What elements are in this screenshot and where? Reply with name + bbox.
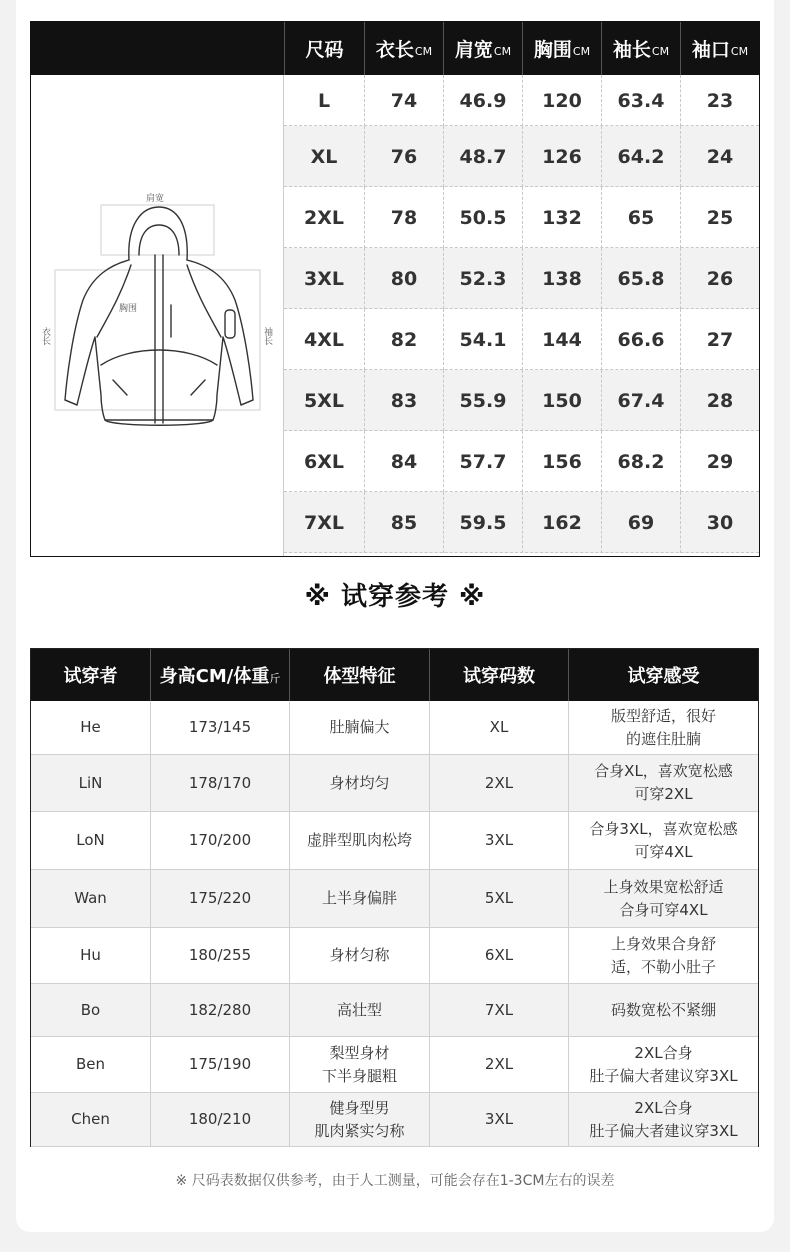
fit-feedback-text [589,1097,737,1143]
text-line: 2XL合身 [634,1043,693,1062]
size-header-unit: CM [572,45,591,58]
size-cell: 4XL [304,328,344,351]
body-type-text [314,1097,404,1143]
size-cell: 63.4 [601,75,680,126]
left-raglan-seam [97,265,131,337]
size-header-label: 尺码 [305,39,344,61]
body-type [289,984,429,1036]
sleeve-label: 袖长 [262,327,272,345]
fit-feedback [568,1037,758,1092]
size-row [284,248,759,309]
text-line: 身材均匀 [329,773,390,792]
size-header-unit: CM [493,45,512,58]
tried-size [429,812,568,869]
text-line: 2XL [484,1055,514,1073]
size-cell: 27 [680,309,759,370]
height-weight [150,1093,289,1146]
text-line: Ben [75,1055,106,1073]
trial-row [31,928,758,984]
trial-row [31,984,758,1037]
size-cell: 55.9 [443,370,522,431]
size-row [284,431,759,492]
text-line: 上半身偏胖 [321,889,397,907]
body-type-text [329,716,389,739]
text-line: LoN [76,831,105,849]
tester-name [31,755,150,811]
text-line: 肌肉紧实匀称 [314,1121,405,1140]
tried-size-text [485,829,513,852]
tried-size [429,1037,568,1092]
fit-feedback [568,755,758,811]
fit-feedback-text [594,760,733,806]
body-type-text [329,772,389,795]
trial-header-label: 试穿感受 [627,666,700,687]
size-cell: 120 [522,75,601,126]
size-cell: 3XL [304,267,344,290]
size-cell: 2XL [304,206,344,229]
text-line: 肚子偏大者建议穿3XL [589,1121,738,1140]
tried-size-text [485,887,513,910]
size-cell: 48.7 [443,126,522,187]
size-header-cell [680,22,759,75]
text-line: LiN [78,773,103,792]
row-divider [284,552,759,553]
tried-size-text [485,772,513,795]
size-cell: 144 [522,309,601,370]
height-weight [150,984,289,1036]
size-cell: 82 [364,309,443,370]
fit-feedback [568,1093,758,1146]
body-type [289,812,429,869]
fit-feedback [568,928,758,983]
tester-name [31,928,150,983]
height-weight-text [189,716,251,739]
text-line: 7XL [484,1000,514,1019]
fit-feedback [568,701,758,754]
height-weight-text [189,1108,251,1131]
size-cell: 64.2 [601,126,680,187]
tester-name-text [80,944,101,967]
size-cell: 80 [364,248,443,309]
size-row [284,126,759,187]
height-weight [150,870,289,927]
size-row [284,492,759,553]
jacket-diagram [31,75,284,556]
size-cell: 132 [522,187,601,248]
trial-row [31,1037,758,1093]
size-cell: 46.9 [443,75,522,126]
text-line: 3XL [484,831,514,849]
height-weight-text [189,887,251,910]
tried-size [429,870,568,927]
size-header-cell [522,22,601,75]
height-weight-text [189,999,251,1022]
shoulder-measure-guide [101,205,214,255]
size-header-label: 胸围 [533,39,572,61]
size-cell: 5XL [304,389,344,412]
size-header-label: 肩宽 [454,39,493,61]
size-cell: 68.2 [601,431,680,492]
tried-size-text [485,944,513,967]
trial-header-cell [429,649,568,701]
tester-name [31,812,150,869]
text-line: 虚胖型肌肉松垮 [306,831,412,849]
size-header-cell [284,22,364,75]
fit-feedback [568,984,758,1036]
text-line: 173/145 [188,718,252,736]
size-cell: 66.6 [601,309,680,370]
text-line: 上身效果宽松舒适 [603,877,724,896]
size-header-label: 袖口 [691,39,730,61]
tried-size [429,701,568,754]
height-weight-text [189,772,251,795]
text-line: 180/210 [188,1110,252,1128]
size-cell: 29 [680,431,759,492]
size-header-cell [443,22,522,75]
text-line: 可穿2XL [634,785,693,803]
body-type [289,870,429,927]
body-type [289,701,429,754]
size-header-cell [364,22,443,75]
trial-row [31,701,758,755]
size-cell: 74 [364,75,443,126]
text-line: 合身XL，喜欢宽松感 [594,762,733,780]
height-weight [150,812,289,869]
jacket-body-outline [65,260,253,420]
size-header-label: 袖长 [612,39,651,61]
left-cuff [65,400,77,405]
text-line: Wan [74,889,107,907]
size-header-label: 衣长 [375,39,414,61]
body-type [289,1037,429,1092]
height-weight [150,928,289,983]
sleeve-pocket [225,310,235,338]
disclaimer-note: ※ 尺码表数据仅供参考，由于人工测量，可能会存在1-3CM左右的误差 [175,1173,615,1189]
text-line: 合身可穿4XL [619,900,708,919]
chest-panel-seam [101,350,217,365]
size-cell: 76 [364,126,443,187]
text-line: 上身效果合身舒 [610,934,716,953]
tester-name-text [76,829,105,852]
size-header-unit: CM [414,45,433,58]
size-cell: 69 [601,492,680,553]
tester-name [31,984,150,1036]
text-line: 健身型男 [329,1098,390,1117]
trial-header-cell [289,649,429,701]
text-line: 180/255 [188,946,252,964]
body-type-text [307,829,412,852]
trial-table-header [31,649,758,701]
size-cell: 162 [522,492,601,553]
trial-header-unit: 斤 [269,671,281,685]
size-cell: 84 [364,431,443,492]
tester-name [31,1037,150,1092]
size-header-cell [601,22,680,75]
trial-header-cell [568,649,758,701]
body-type [289,1093,429,1146]
size-cell: 52.3 [443,248,522,309]
size-header-unit: CM [651,45,670,58]
text-line: XL [489,718,509,736]
trial-row [31,812,758,870]
fit-feedback-text [603,876,723,922]
size-cell: 126 [522,126,601,187]
size-cell: 28 [680,370,759,431]
section-title: ※ 试穿参考 ※ [304,582,486,612]
trial-table [30,648,759,1147]
fit-feedback [568,812,758,869]
body-type [289,928,429,983]
body-type-text [337,999,382,1022]
height-weight [150,701,289,754]
text-line: 170/200 [188,831,252,849]
text-line: 3XL [484,1110,514,1128]
size-cell: XL [310,145,338,168]
size-cell: 59.5 [443,492,522,553]
tester-name [31,701,150,754]
trial-row [31,1093,758,1147]
size-row [284,75,759,126]
size-header-unit: CM [730,45,749,58]
size-cell: 57.7 [443,431,522,492]
trial-header-cell [31,649,150,701]
size-cell: 85 [364,492,443,553]
body-type-text [329,944,389,967]
text-line: 175/220 [188,889,252,907]
text-line: 码数宽松不紧绷 [610,1000,716,1019]
tester-name-text [71,1108,110,1131]
tried-size-text [490,716,509,739]
tester-name-text [74,887,107,910]
text-line: 合身3XL，喜欢宽松感 [589,819,738,838]
body-type-text [322,887,397,910]
trial-header-label: 身高CM/体重 [159,666,270,687]
hem-outline [105,420,213,425]
chest-measure-guide [55,270,260,410]
size-row [284,370,759,431]
tester-name-text [79,772,103,795]
size-chart-header [31,22,759,75]
size-cell: 54.1 [443,309,522,370]
text-line: 肚子偏大者建议穿3XL [589,1066,738,1085]
size-cell: 23 [680,75,759,126]
text-line: 适，不勒小肚子 [610,957,716,976]
size-cell: 78 [364,187,443,248]
size-cell: 24 [680,126,759,187]
size-cell: 67.4 [601,370,680,431]
text-line: 肚腩偏大 [329,718,390,736]
tried-size [429,984,568,1036]
size-row [284,309,759,370]
size-cell: 150 [522,370,601,431]
fit-feedback-text [611,999,716,1022]
text-line: 2XL合身 [634,1098,693,1117]
text-line: 5XL [484,889,514,907]
header-blank-cell [31,22,284,75]
size-chart-table [30,21,760,557]
text-line: 6XL [484,946,514,964]
trial-row [31,755,758,812]
hood-inner [139,225,179,255]
text-line: Bo [80,1000,101,1019]
tried-size-text [485,1108,513,1131]
fit-feedback-text [611,933,716,979]
size-cell: 156 [522,431,601,492]
right-raglan-seam [187,265,221,337]
size-cell: 65.8 [601,248,680,309]
tester-name-text [81,999,100,1022]
body-type [289,755,429,811]
length-label: 衣长 [40,327,50,345]
height-weight-text [189,944,251,967]
text-line: 梨型身材 [329,1043,390,1062]
body-type-text [322,1042,397,1088]
trial-header-label: 试穿码数 [463,666,535,687]
tried-size [429,755,568,811]
text-line: 182/280 [188,1000,252,1019]
text-line: 178/170 [188,773,252,792]
size-cell: 83 [364,370,443,431]
size-cell: L [317,89,331,112]
size-row [284,187,759,248]
chest-label: 胸围 [119,304,138,314]
trial-header-label: 试穿者 [63,666,118,687]
text-line: 版型舒适，很好 [610,706,716,725]
tried-size-text [485,999,513,1022]
tester-name [31,870,150,927]
size-cell: 65 [601,187,680,248]
text-line: 可穿4XL [634,842,693,861]
text-line: 的遮住肚腩 [625,729,701,748]
height-weight-text [189,829,251,852]
shoulder-label: 肩宽 [146,194,165,204]
text-line: 下半身腿粗 [321,1066,397,1085]
tester-name-text [76,1053,105,1076]
text-line: 2XL [484,773,514,792]
fit-feedback-text [611,705,716,751]
size-cell: 6XL [304,450,344,473]
trial-header-cell [150,649,289,701]
tester-name [31,1093,150,1146]
height-weight [150,1037,289,1092]
tester-name-text [80,716,101,739]
tried-size [429,1093,568,1146]
size-cell: 50.5 [443,187,522,248]
size-cell: 7XL [304,511,344,534]
trial-row [31,870,758,928]
size-cell: 138 [522,248,601,309]
text-line: Hu [80,946,101,964]
fit-feedback-text [589,818,737,864]
trial-header-label: 体型特征 [323,666,396,687]
text-line: 高壮型 [336,1000,382,1019]
tried-size [429,928,568,983]
text-line: He [80,718,101,736]
size-cell: 25 [680,187,759,248]
right-pocket [191,380,205,395]
right-cuff [241,400,253,405]
size-cell: 26 [680,248,759,309]
jacket-diagram-area [31,75,284,556]
text-line: Chen [71,1110,110,1128]
text-line: 175/190 [188,1055,252,1073]
size-cell: 30 [680,492,759,553]
height-weight-text [189,1053,251,1076]
text-line: 身材匀称 [329,946,390,964]
height-weight [150,755,289,811]
left-pocket [113,380,127,395]
fit-feedback [568,870,758,927]
fit-feedback-text [589,1042,737,1088]
tried-size-text [485,1053,513,1076]
